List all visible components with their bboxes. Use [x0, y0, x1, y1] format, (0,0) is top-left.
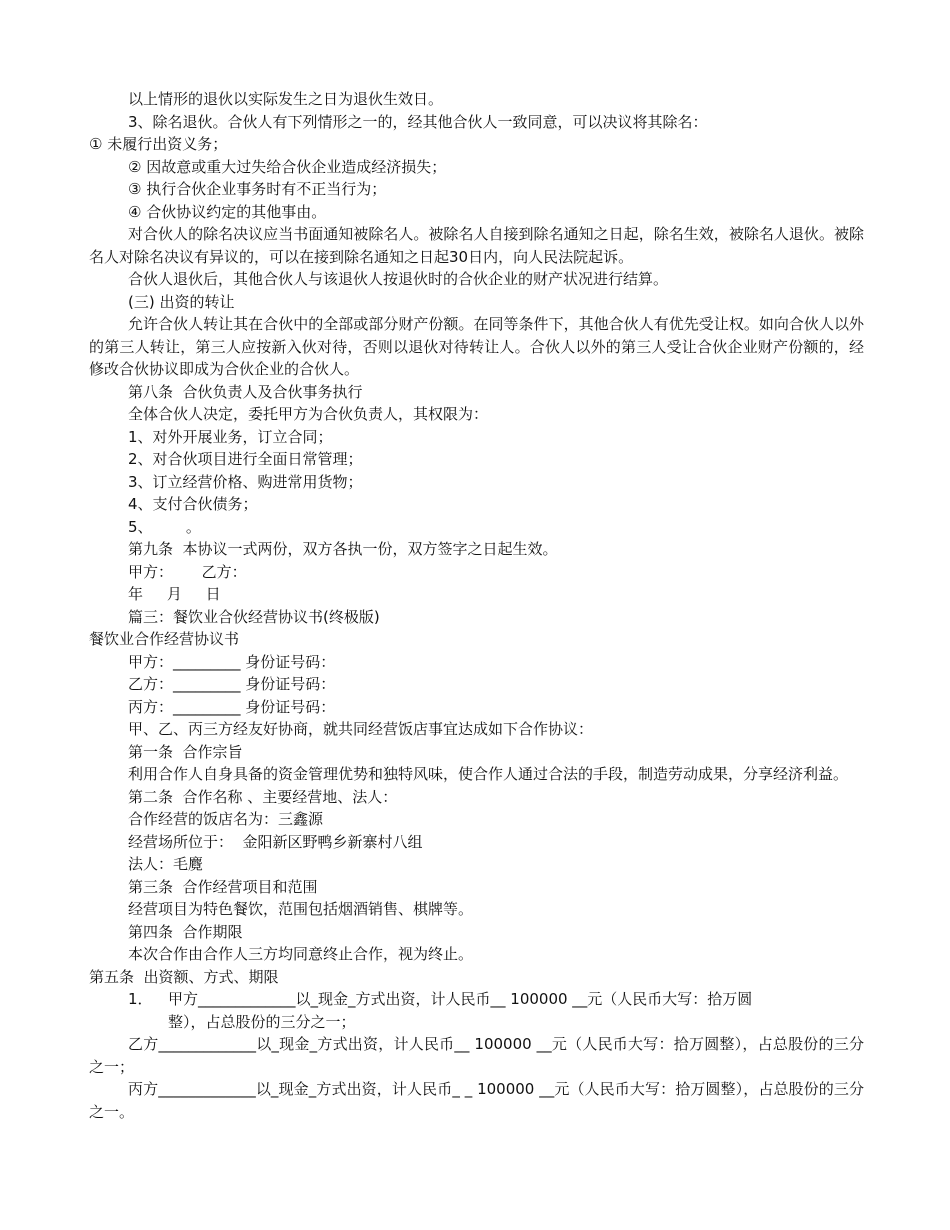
paragraph: 利用合作人自身具备的资金管理优势和独特风味，使合作人通过合法的手段，制造劳动成果，分享经济利益。: [128, 765, 849, 783]
paragraph: 合作经营的饭店名为：三鑫源: [128, 810, 324, 828]
article-heading: 第三条 合作经营项目和范围: [128, 877, 318, 896]
list-item: ① 未履行出资义务；: [89, 135, 228, 153]
contribution-item: 丙方_____________以_现金_方式出资，计人民币_ _ 100000 __元（人民币大写：拾万圆整），占总股份的三分之一。: [89, 1080, 864, 1121]
paragraph: 经营项目为特色餐饮，范围包括烟酒销售、棋牌等。: [128, 900, 474, 918]
party-line: 甲方：_________ 身份证号码：: [128, 652, 336, 671]
paragraph: 甲、乙、丙三方经友好协商，就共同经营饭店事宜达成如下合作协议：: [128, 720, 594, 738]
item-number: 1．: [128, 990, 153, 1008]
contribution-text: 甲方_____________以_现金_方式出资，计人民币__ 100000 __元（人民币大写：拾万圆: [168, 990, 753, 1008]
paragraph: 允许合伙人转让其在合伙中的全部或部分财产份额。在同等条件下，其他合伙人有优先受让权。如向合伙人以外的第三人转让，第三人应按新入伙对待，否则以退伙对待转让人。合伙人以外的第三人受让合伙企业财产份额的，经修改合伙协议即成为合伙企业的合伙人。: [89, 315, 864, 378]
chapter-title: 篇三：餐饮业合伙经营协议书(终极版): [128, 607, 380, 626]
list-item: 5、 。: [128, 517, 201, 536]
signature-line: 甲方： 乙方：: [128, 562, 247, 581]
paragraph: 以上情形的退伙以实际发生之日为退伙生效日。: [128, 90, 444, 108]
article-heading: 第五条 出资额、方式、期限: [89, 967, 279, 986]
paragraph: 合伙人退伙后，其他合伙人与该退伙人按退伙时的合伙企业的财产状况进行结算。: [128, 270, 669, 288]
paragraph: 本次合作由合作人三方均同意终止合作，视为终止。: [128, 945, 474, 963]
date-line: 年 月 日: [128, 585, 221, 603]
article-heading: 第一条 合作宗旨: [128, 742, 243, 761]
party-line: 乙方：_________ 身份证号码：: [128, 675, 336, 693]
list-item: ③ 执行合伙企业事务时有不正当行为；: [128, 180, 387, 198]
article-heading: 第四条 合作期限: [128, 922, 243, 941]
article-heading: 第二条 合作名称 、主要经营地、法人：: [128, 787, 398, 806]
list-item: ④ 合伙协议约定的其他事由。: [128, 202, 327, 221]
article-heading: 第八条 合伙负责人及合伙事务执行: [128, 382, 363, 401]
contribution-item: 乙方_____________以_现金_方式出资，计人民币__ 100000 __元（人民币大写：拾万圆整），占总股份的三分之一；: [89, 1035, 864, 1076]
section-heading: (三) 出资的转让: [128, 292, 235, 311]
article-heading: 第九条 本协议一式两份，双方各执一份，双方签字之日起生效。: [128, 540, 558, 558]
list-item: 4、支付合伙债务；: [128, 495, 258, 513]
document-title: 餐饮业合作经营协议书: [89, 630, 240, 648]
list-item: 2、对合伙项目进行全面日常管理；: [128, 450, 363, 468]
paragraph: 法人：毛麑: [128, 855, 204, 873]
contribution-text-continued: 整），占总股份的三分之一；: [168, 1012, 356, 1031]
paragraph: 对合伙人的除名决议应当书面通知被除名人。被除名人自接到除名通知之日起，除名生效，被除名人退伙。被除名人对除名决议有异议的，可以在接到除名通知之日起30日内，向人民法院起诉。: [89, 225, 864, 266]
document-body: [89, 88, 864, 1123]
party-line: 丙方：_________ 身份证号码：: [128, 697, 336, 716]
list-item: 1、对外开展业务，订立合同；: [128, 427, 333, 446]
clause-expulsion: 3、除名退伙。合伙人有下列情形之一的，经其他合伙人一致同意，可以决议将其除名：: [128, 112, 708, 131]
list-item: 3、订立经营价格、购进常用货物；: [128, 472, 363, 491]
list-item: ② 因故意或重大过失给合伙企业造成经济损失；: [128, 157, 447, 176]
paragraph: 经营场所位于： 金阳新区野鸭乡新寨村八组: [128, 832, 423, 851]
paragraph: 全体合伙人决定，委托甲方为合伙负责人，其权限为：: [128, 405, 489, 423]
contribution-item: [89, 988, 864, 1033]
